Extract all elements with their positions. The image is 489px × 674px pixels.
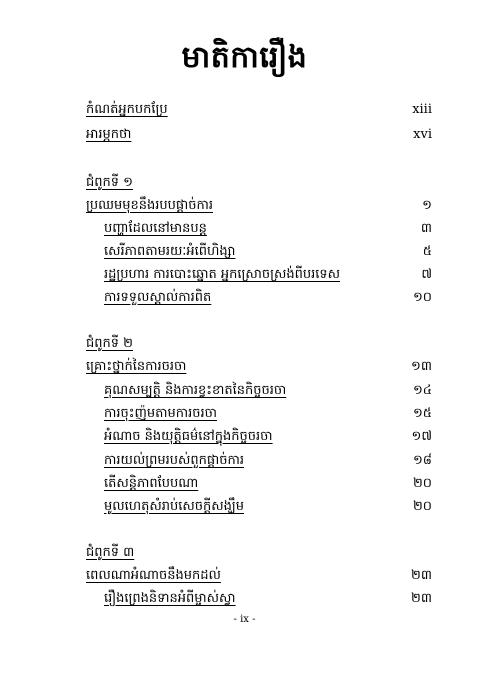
toc-entry-page: ១៧ [411, 429, 432, 444]
toc-entry[interactable] [104, 241, 432, 263]
toc-entry-label: អារម្ភកថា [86, 127, 132, 142]
toc-entry-page: ១៨ [412, 453, 432, 468]
toc-entry-page: xvi [413, 127, 432, 142]
toc-entry-page: ៥ [422, 244, 432, 259]
toc-entry-page: ១០ [412, 290, 432, 305]
toc-entry-label: សេរីភាពតាមរយៈអំពើហិង្សា [104, 244, 236, 259]
toc-entry-label: គុណសម្បត្តិ និងការខ្វះខាតនៃកិច្ចចរចា [104, 383, 287, 398]
toc-entry-label: គ្រោះថ្នាក់នៃការចរចា [86, 359, 187, 374]
toc-entry-label: កំណត់អ្នកបកប្រែ [86, 102, 168, 117]
toc-entry[interactable] [104, 426, 432, 448]
toc-entry-page: ៧ [421, 267, 432, 282]
toc-entry-page: ២៣ [411, 591, 432, 606]
toc-entry-label: រឿងព្រេងនិទានអំពីម្ចាស់ស្វា [104, 591, 236, 606]
toc-chapter-entry[interactable] [86, 195, 432, 217]
toc-entry[interactable] [104, 403, 432, 425]
toc-entry-label: តើសន្តិភាពបែបណា [104, 476, 199, 491]
toc-entry-label: ការយល់ព្រមរបស់ពួកផ្តាច់ការ [104, 453, 245, 468]
chapter-heading: ជំពូកទី ៣ [86, 545, 135, 560]
toc-entry[interactable] [104, 588, 432, 610]
toc-entry[interactable] [104, 287, 432, 309]
toc-entry-page: ១៣ [411, 359, 432, 374]
toc-entry-label: ការទទួលស្គាល់ការពិត [104, 290, 212, 305]
toc-chapter-entry[interactable] [86, 356, 432, 378]
toc-entry[interactable] [86, 124, 432, 146]
page-title: មាតិការឿង [181, 40, 308, 75]
toc-entry-label: ពេលណាអំណាចនឹងមកដល់ [86, 568, 221, 583]
toc-entry-label: មូលហេតុសំរាប់សេចក្តីសង្ឃឹម [104, 499, 245, 514]
toc-entry-page: ១៤ [412, 383, 432, 398]
page-number-footer: - ix - [233, 614, 256, 625]
chapter-heading: ជំពូកទី ១ [86, 175, 133, 190]
toc-entry[interactable] [104, 380, 432, 402]
toc-entry[interactable] [104, 496, 432, 518]
chapter-heading: ជំពូកទី ២ [86, 336, 133, 351]
toc-entry-page: xiii [412, 102, 432, 117]
toc-entry-page: ២៣ [411, 568, 432, 583]
toc-entry-page: ២០ [412, 476, 432, 491]
toc-entry[interactable] [104, 450, 432, 472]
toc-entry-page: ១៥ [412, 406, 432, 421]
toc-entry[interactable] [104, 264, 432, 286]
toc-entry-label: អំណាច និងយុត្តិធម៌នៅក្នុងកិច្ចចរចា [104, 429, 273, 444]
toc-entry[interactable] [104, 473, 432, 495]
toc-entry[interactable] [104, 218, 432, 240]
toc-entry-page: ៣ [420, 221, 432, 236]
toc-entry-label: ការចុះញ៉មតាមការចរចា [104, 406, 217, 421]
toc-entry[interactable] [86, 99, 432, 121]
toc-entry-label: ប្រឈមមុខនឹងរបបផ្តាច់ការ [86, 198, 214, 213]
toc-entry-page: ១ [422, 198, 432, 213]
toc-entry-label: បញ្ហាដែលនៅមានបន្ត [104, 221, 207, 236]
toc-entry-label: រដ្ឋប្រហារ ការបោះឆ្នោត អ្នកស្រោចស្រង់ពីបរទេស [104, 267, 341, 282]
toc-entry-page: ២០ [412, 499, 432, 514]
toc-chapter-entry[interactable] [86, 565, 432, 587]
